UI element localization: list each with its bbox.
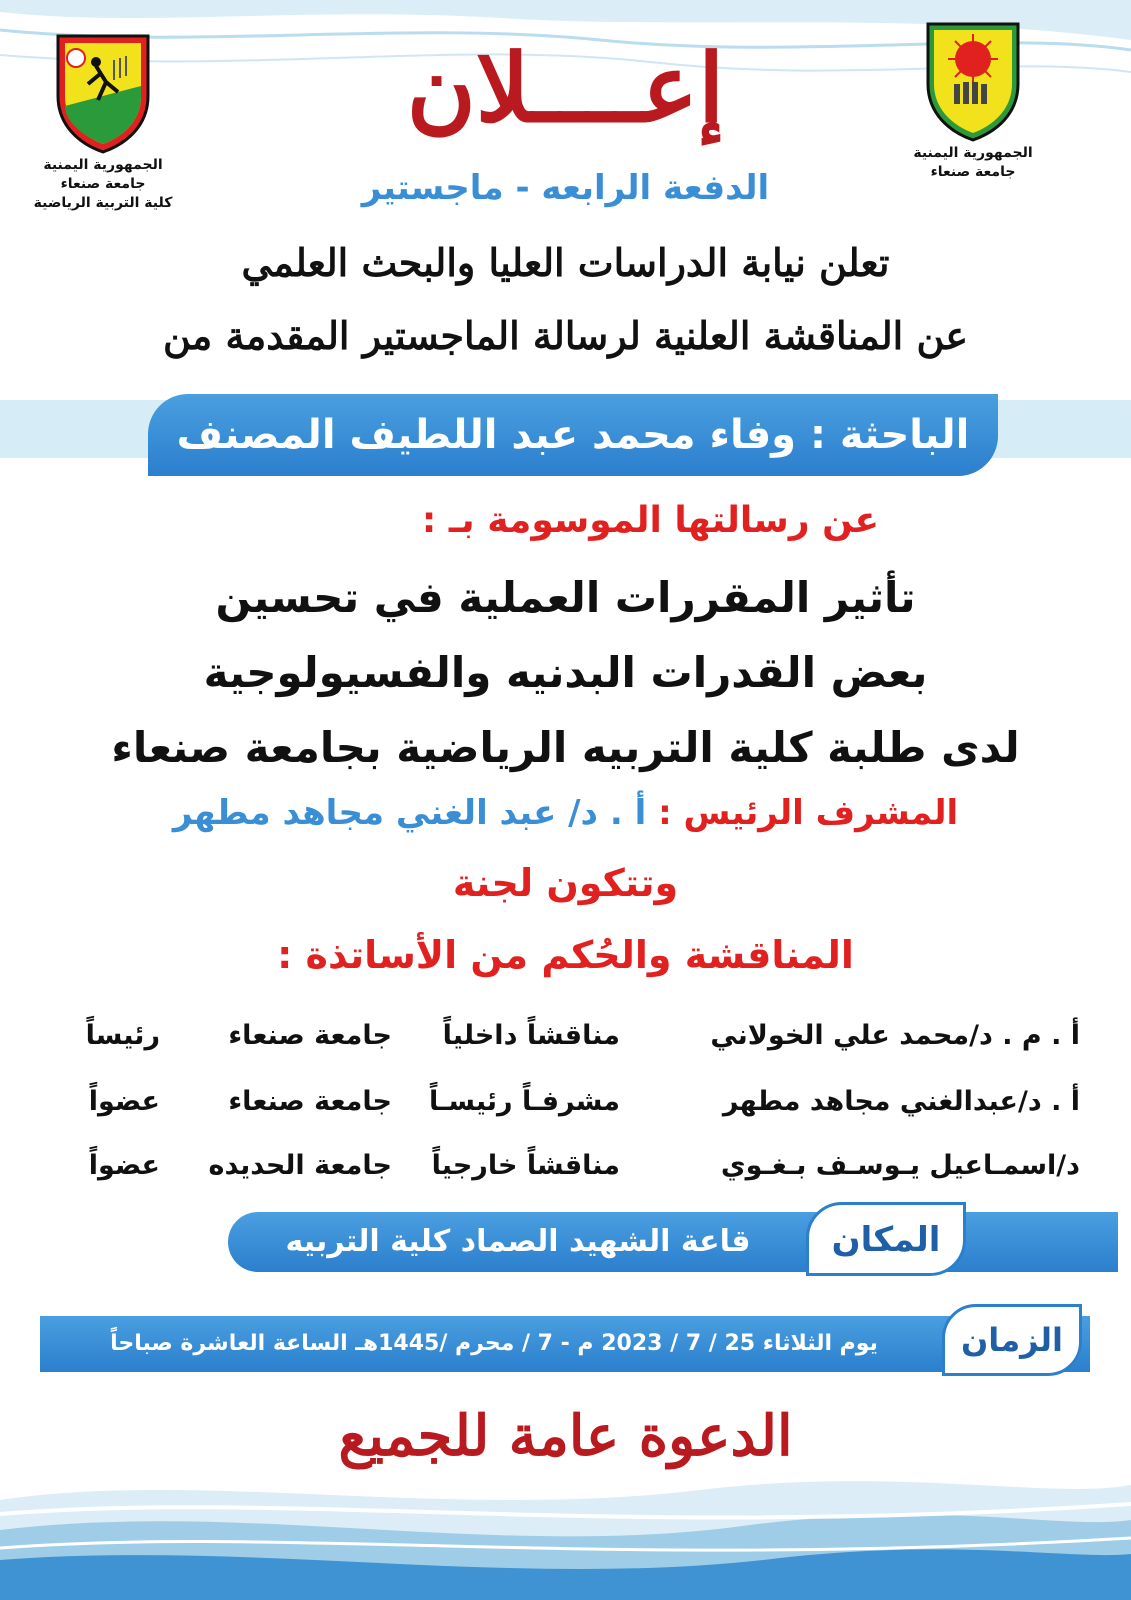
logo-caption-faculty: كلية التربية الرياضية — [33, 195, 173, 211]
place-label: المكان — [806, 1202, 966, 1276]
member-position: عضواً — [88, 1150, 160, 1181]
committee-heading-line-1: وتتكون لجنة — [452, 861, 679, 905]
researcher-name-banner: الباحثة : وفاء محمد عبد اللطيف المصنف — [148, 394, 998, 476]
time-label: الزمان — [942, 1304, 1082, 1376]
public-invitation: الدعوة عامة للجميع — [338, 1403, 793, 1469]
logo-caption-university: جامعة صنعاء — [930, 164, 1016, 180]
supervisor-name: أ . د/ عبد الغني مجاهد مطهر — [172, 793, 647, 833]
member-name: د/اسمـاعيل يـوسـف بـغـوي — [720, 1150, 1080, 1181]
time-value: يوم الثلاثاء 25 / 7 / 2023 م - 7 / محرم /1445هـ الساعة العاشرة صباحاً — [110, 1331, 878, 1356]
committee-member-row — [40, 1078, 1080, 1126]
intro-line-2: عن المناقشة العلنية لرسالة الماجستير المقدمة من — [162, 313, 969, 358]
announcement-title: إعــــلان — [406, 34, 725, 144]
thesis-title-line-3: لدى طلبة كلية التربيه الرياضية بجامعة صنعاء — [111, 723, 1020, 772]
logo-caption-country: الجمهورية اليمنية — [913, 145, 1033, 161]
member-role: مناقشاً داخلياً — [442, 1020, 620, 1051]
thesis-intro: عن رسالتها الموسومة بـ : — [421, 500, 880, 541]
member-name: أ . د/عبدالغني مجاهد مطهر — [722, 1086, 1080, 1117]
member-name: أ . م . د/محمد علي الخولاني — [710, 1020, 1080, 1051]
member-role: مشرفـاً رئيسـاً — [429, 1086, 620, 1117]
member-position: رئيساً — [85, 1020, 160, 1051]
member-university: جامعة الحديده — [208, 1150, 392, 1181]
main-supervisor — [0, 790, 1131, 836]
committee-heading-line-2: المناقشة والحُكم من الأساتذة : — [277, 933, 854, 977]
place-value: قاعة الشهيد الصماد كلية التربيه — [285, 1224, 751, 1259]
thesis-title-line-1: تأثير المقررات العملية في تحسين — [215, 573, 916, 622]
committee-member-row — [40, 1012, 1080, 1060]
member-position: عضواً — [88, 1086, 160, 1117]
supervisor-label: المشرف الرئيس : — [658, 793, 959, 833]
intro-line-1: تعلن نيابة الدراسات العليا والبحث العلمي — [241, 240, 890, 285]
logo-caption-university: جامعة صنعاء — [60, 176, 146, 192]
member-university: جامعة صنعاء — [228, 1086, 392, 1117]
member-role: مناقشاً خارجياً — [431, 1150, 620, 1181]
member-university: جامعة صنعاء — [228, 1020, 392, 1051]
batch-subtitle: الدفعة الرابعه - ماجستير — [361, 168, 770, 208]
logo-caption-country: الجمهورية اليمنية — [43, 157, 163, 173]
thesis-title-line-2: بعض القدرات البدنيه والفسيولوجية — [203, 648, 928, 697]
committee-member-row — [40, 1142, 1080, 1190]
